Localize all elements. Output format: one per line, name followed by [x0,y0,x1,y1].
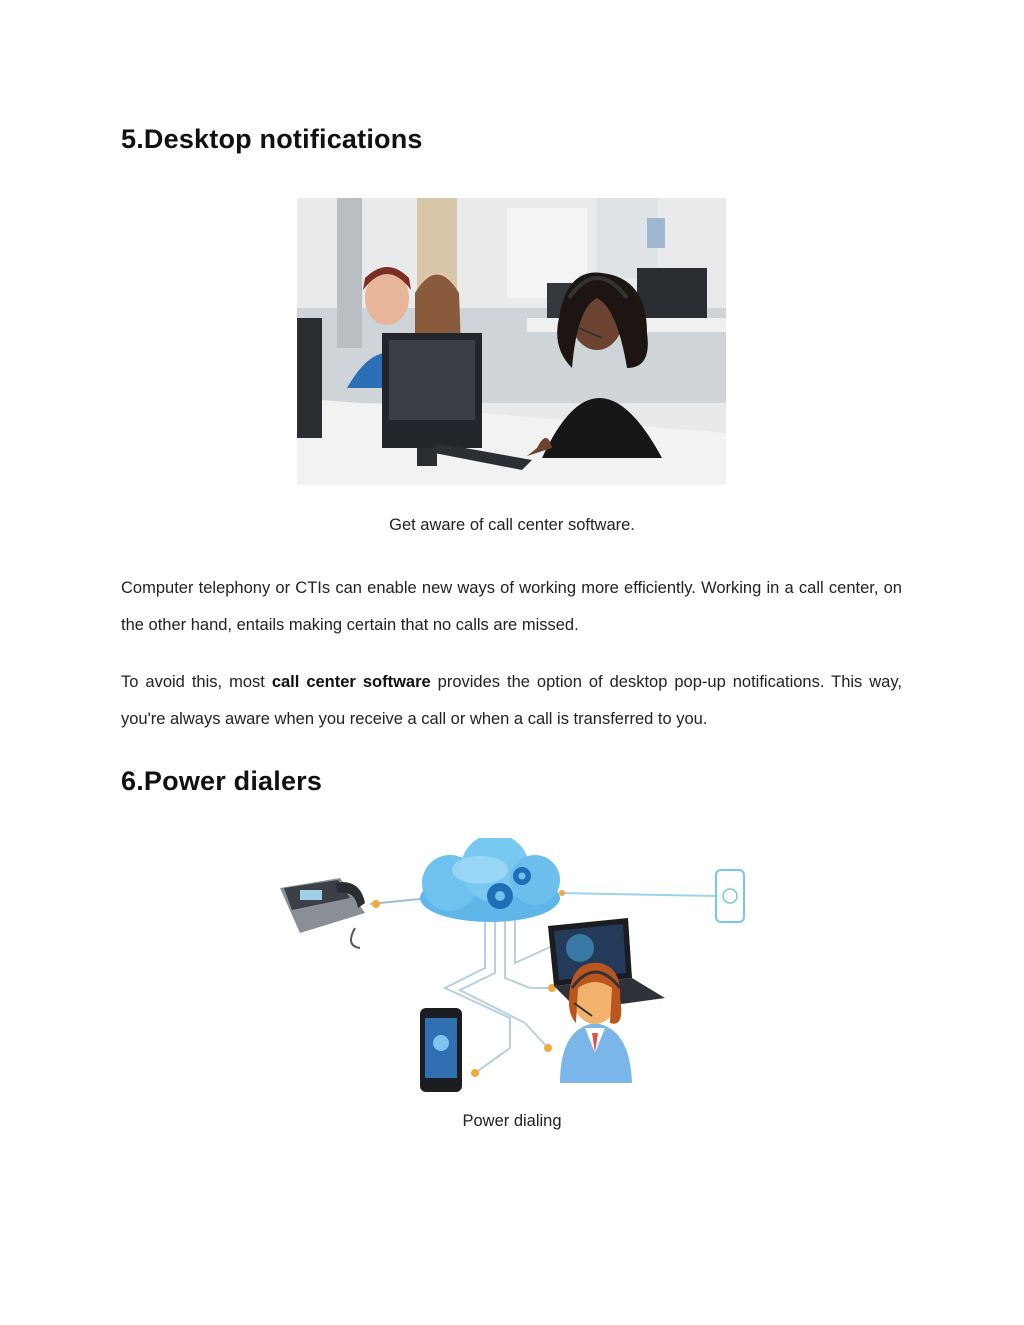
paragraph-popup-text-end: provides the option of desktop pop-up notifications. This way, you're always aware when you receive a call or when a call is transferred to you. [121,673,902,728]
mobile-phone-outline-icon [716,870,744,922]
desk-phone-icon [280,878,365,948]
call-center-photo-illustration [297,198,726,485]
section-heading-desktop-notifications: 5.Desktop notifications [121,124,423,154]
paragraph-popup-notifications [121,664,902,738]
power-dialing-diagram-illustration [270,838,754,1100]
call-center-photo [297,198,726,485]
power-dialing-diagram [270,838,754,1100]
connector-dot [559,890,565,896]
cloud-icon [420,838,560,922]
figure-caption-call-center: Get aware of call center software. [389,516,635,534]
smartphone-icon [420,1008,462,1092]
paragraph-popup-text-start: To avoid this, most [121,673,272,691]
call-center-software-emphasis: call center software [271,673,431,691]
connector-dot [544,1044,552,1052]
section-heading-power-dialers: 6.Power dialers [121,766,323,796]
connector-dot [372,900,380,908]
figure-caption-power-dialing: Power dialing [462,1112,562,1130]
connector-dot [471,1069,479,1077]
paragraph-cti-text: Computer telephony or CTIs can enable new ways of working more efficiently. Working in a call center, on the other hand, entails making certain that no calls are missed. [121,579,902,634]
paragraph-cti [121,570,902,644]
